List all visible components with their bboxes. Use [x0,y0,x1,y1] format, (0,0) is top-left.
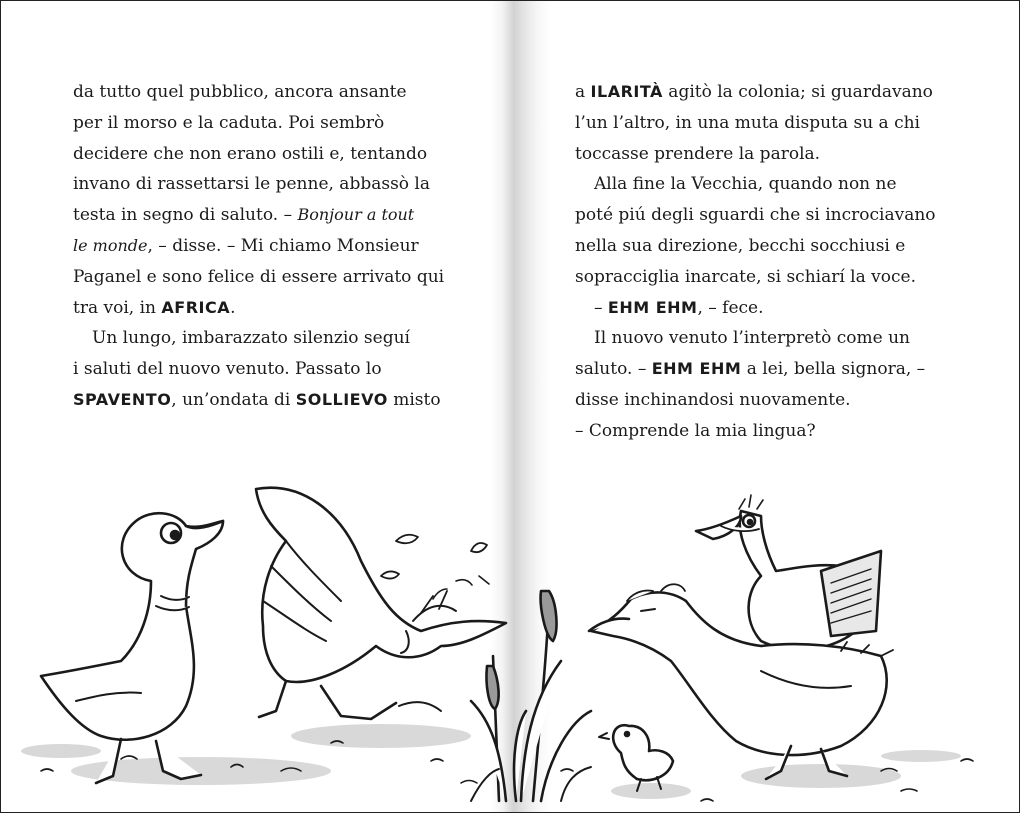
text-run: , – disse. – Mi chiamo Monsieur [147,235,419,256]
emphasis-word: EHM EHM [607,297,698,317]
right_page-line [575,323,975,354]
emphasis-word: EHM EHM [651,359,742,379]
left_page-line [73,262,453,293]
left_page-line [73,200,453,231]
text-run: a [575,82,591,102]
right_page-line [575,139,975,170]
left_page-line [73,169,453,200]
emphasis-word: ILARITÀ [590,82,663,101]
right_page-line [575,293,975,324]
text-run: – [594,297,608,318]
emphasis-word: SOLLIEVO [295,389,388,409]
left_page-line [73,385,453,416]
right-page-text [575,77,975,447]
right_page-line [575,108,975,139]
left_page-line [73,139,453,170]
text-run: Alla fine la Vecchia, quando non ne [594,174,897,195]
left_page-line [73,323,453,354]
text-run: , – fece. [697,297,764,318]
emphasis-word: SPAVENTO [73,389,172,409]
text-run: – Comprende la mia lingua? [575,420,816,441]
duckling [599,725,673,791]
text-run: tra voi, in [73,297,162,318]
left_page-line [73,77,453,108]
text-run: . [230,297,236,318]
text-run: , un’ondata di [171,389,296,410]
italic-phrase: Bonjour a tout [297,205,415,225]
text-run: testa in segno di saluto. – [73,205,298,226]
text-run: i saluti del nuovo venuto. Passato lo [73,359,382,380]
italic-phrase: le monde [73,235,148,255]
text-run: saluto. – [575,359,652,380]
text-run: l’un l’altro, in una muta disputa su a chi [575,112,920,133]
duck-flapping-feathers [256,488,506,719]
right_page-line [575,231,975,262]
text-run: nella sua direzione, becchi socchiusi e [575,235,906,256]
text-run: poté piú degli sguardi che si incrociavano [575,205,936,226]
right_page-line [575,385,975,416]
text-run: invano di rassettarsi le penne, abbassò la [73,174,430,195]
duck-standing [41,513,223,783]
text-run: Paganel e sono felice di essere arrivato qui [73,266,445,287]
right_page-line [575,77,975,108]
right_page-line [575,262,975,293]
left-page-text [73,77,453,416]
text-run: Il nuovo venuto l’interpretò come un [594,328,910,349]
right_page-line [575,169,975,200]
text-run: da tutto quel pubblico, ancora ansante [73,82,407,102]
left_page-line [73,293,453,324]
ducks-illustration [1,471,1019,812]
text-run: disse inchinandosi nuovamente. [575,389,851,410]
right_page-line [575,354,975,385]
text-run: decidere che non erano ostili e, tentando [73,143,428,164]
left_page-line [73,108,453,139]
text-run: agitò la colonia; si guardavano [662,82,933,102]
emphasis-word: AFRICA [161,297,231,317]
right_page-line [575,200,975,231]
text-run: a lei, bella signora, – [741,359,926,380]
text-run: sopracciglia inarcate, si schiarí la voce. [575,266,916,287]
old-goose-with-newspaper [696,495,881,650]
left_page-line [73,231,453,262]
text-run: per il morso e la caduta. Poi sembrò [73,112,385,133]
text-run: Un lungo, imbarazzato silenzio seguí [92,328,410,349]
text-run: misto [387,389,441,410]
text-run: toccasse prendere la parola. [575,143,821,164]
right_page-line [575,416,975,447]
left_page-line [73,354,453,385]
